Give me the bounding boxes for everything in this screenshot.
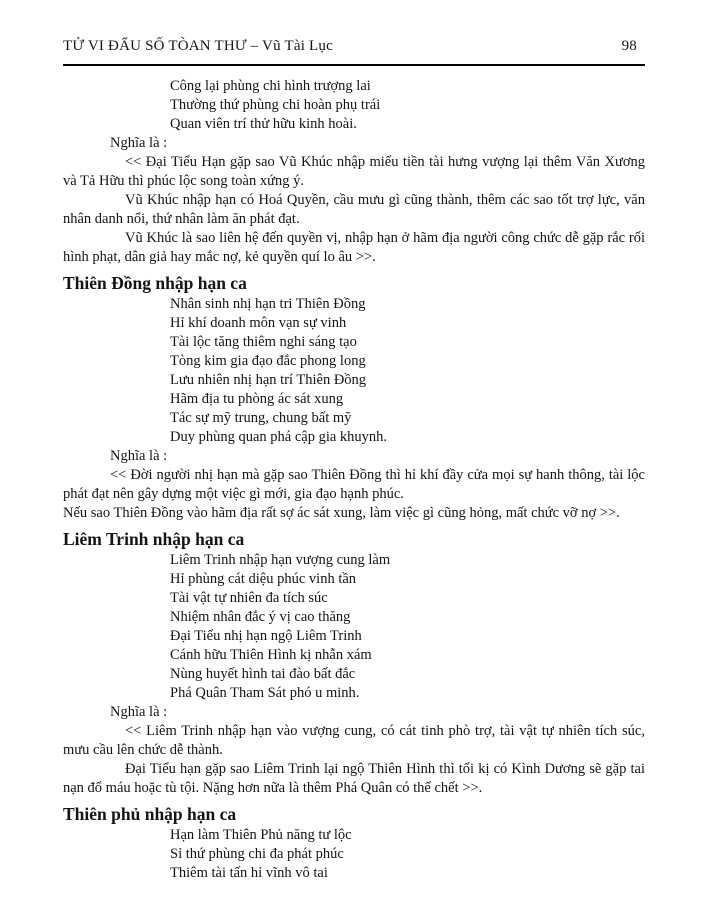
verse-line: Hỉ khí doanh môn vạn sự vinh [170,315,347,331]
verse-line: Liêm Trinh nhập hạn vượng cung làm [170,552,391,568]
verse-line: Tài vật tự nhiên đa tích súc [170,590,328,606]
paragraph: Đại Tiểu hạn gặp sao Liêm Trinh lại ngộ Thiên Hình thì tối kị có Kình Dương sẽ gặp tai nạn đổ máu hoặc tù tội. Nặng hơn nữa là thêm Phá Quân có thể chết >>. [63,761,645,796]
page-number: 98 [621,38,637,54]
page-content [63,77,645,883]
meaning-label: Nghĩa là : [110,135,168,151]
verse-line: Tòng kim gia đạo đắc phong long [170,353,366,369]
section-heading: Liêm Trinh nhập hạn ca [63,529,245,549]
verse-line: Duy phùng quan phá cập gia khuynh. [170,429,388,445]
verse-block [170,77,645,134]
verse-line: Hạn làm Thiên Phủ năng tư lộc [170,827,352,843]
meaning-label: Nghĩa là : [110,704,168,720]
verse-line: Hỉ phùng cát diệu phúc vinh tần [170,571,357,587]
verse-line: Sỉ thứ phùng chi đa phát phúc [170,846,344,862]
paragraph: << Liêm Trinh nhập hạn vào vượng cung, có cát tinh phò trợ, tài vật tự nhiên tích súc, mưu cầu lên chức dễ thành. [63,723,645,758]
verse-line: Phá Quân Tham Sát phó u minh. [170,685,360,701]
section-heading: Thiên Đồng nhập hạn ca [63,273,247,293]
page-header [63,38,645,55]
paragraph: Nếu sao Thiên Đồng vào hãm địa rất sợ ác sát xung, làm việc gì cũng hỏng, mất chức vỡ nợ >>. [63,505,620,521]
verse-line: Nhân sinh nhị hạn tri Thiên Đồng [170,296,366,312]
verse-line: Thiêm tài tấn hỉ vĩnh vô tai [170,865,328,881]
verse-line: Lưu nhiên nhị hạn trí Thiên Đồng [170,372,367,388]
verse-block [170,295,645,447]
verse-line: Quan viên trí thử hữu kinh hoài. [170,116,357,132]
verse-line: Hãm địa tu phòng ác sát xung [170,391,344,407]
verse-line: Tài lộc tăng thiêm nghi sáng tạo [170,334,357,350]
verse-line: Nhiệm nhân đắc ý vị cao thăng [170,609,351,625]
meaning-label: Nghĩa là : [110,448,168,464]
verse-line: Thường thứ phùng chi hoàn phụ trái [170,97,381,113]
verse-line: Đại Tiểu nhị hạn ngộ Liêm Trinh [170,628,362,644]
verse-block [170,551,645,703]
verse-line: Tác sự mỹ trung, chung bất mỹ [170,410,352,426]
header-rule [63,64,645,66]
paragraph: << Đời người nhị hạn mà gặp sao Thiên Đồng thì hỉ khí đầy cửa mọi sự hanh thông, tài lộc phát đạt nên gây dựng một việc gì mới, gia đạo hạnh phúc. [63,467,645,502]
paragraph: << Đại Tiểu Hạn gặp sao Vũ Khúc nhập miếu tiền tài hưng vượng lại thêm Văn Xương và Tả Hữu thì phúc lộc song toàn xứng ý. [63,154,645,189]
verse-block [170,826,645,883]
paragraph: Vũ Khúc nhập hạn có Hoá Quyền, cầu mưu gì cũng thành, thêm các sao tốt trợ lực, văn nhân danh nổi, thứ nhân làm ăn phát đạt. [63,192,645,227]
verse-line: Công lại phùng chi hình trượng lai [170,78,371,94]
section-heading: Thiên phủ nhập hạn ca [63,804,237,824]
verse-line: Nùng huyết hình tai đào bất đắc [170,666,356,682]
verse-line: Cánh hữu Thiên Hình kị nhẫn xám [170,647,372,663]
book-title: TỬ VI ĐẨU SỐ TÒAN THƯ – Vũ Tài Lục [63,38,333,54]
paragraph: Vũ Khúc là sao liên hệ đến quyền vị, nhập hạn ở hãm địa người công chức dễ gặp rắc rối hình phạt, dân giả hay mắc nợ, kẻ quyền quí lo âu >>. [63,230,645,265]
